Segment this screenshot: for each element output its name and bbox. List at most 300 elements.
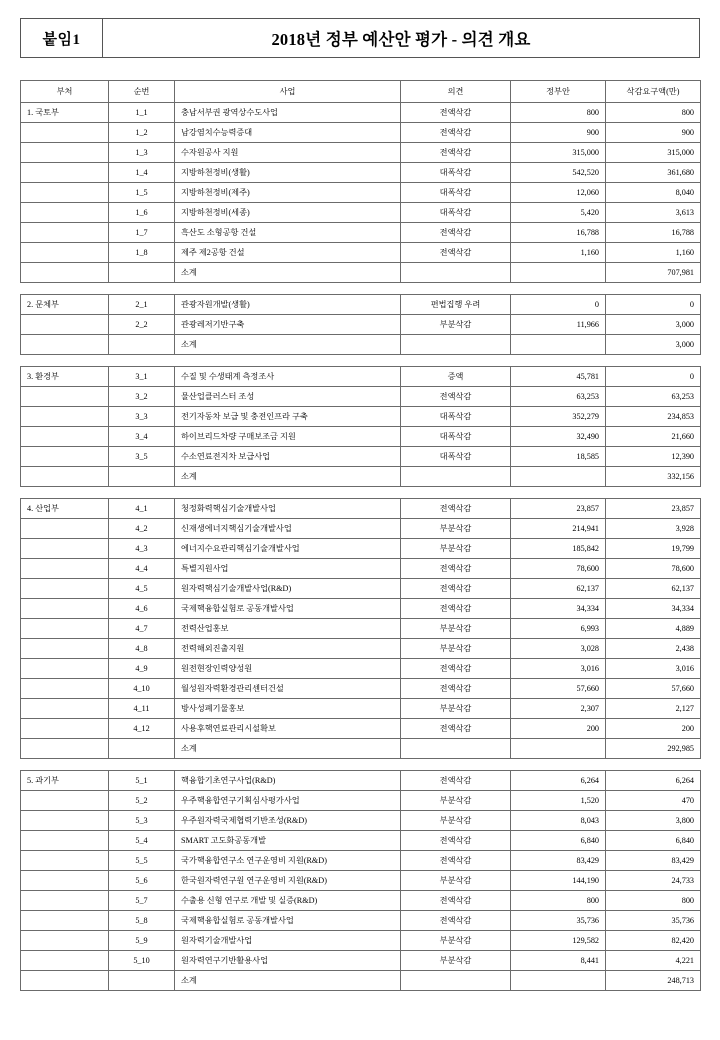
cell-subtotal-value: 292,985 <box>606 739 701 759</box>
cell-cut-request: 2,438 <box>606 639 701 659</box>
cell-gov-budget: 1,160 <box>511 243 606 263</box>
cell-dept <box>21 243 109 263</box>
cell-opinion: 전액삭감 <box>401 123 511 143</box>
table-row <box>21 911 701 931</box>
cell-subtotal-value: 707,981 <box>606 263 701 283</box>
cell-opinion: 전액삭감 <box>401 831 511 851</box>
cell-subtotal-label: 소계 <box>175 971 401 991</box>
cell-project: 신재생에너지핵심기술개발사업 <box>175 519 401 539</box>
cell-gov-budget: 6,840 <box>511 831 606 851</box>
cell-cut-request: 0 <box>606 295 701 315</box>
cell-dept: 1. 국토부 <box>21 103 109 123</box>
cell-no: 3_2 <box>109 387 175 407</box>
cell-no: 4_1 <box>109 499 175 519</box>
cell-gov-budget: 352,279 <box>511 407 606 427</box>
cell-opinion: 부분삭감 <box>401 931 511 951</box>
cell-dept: 3. 환경부 <box>21 367 109 387</box>
cell-project: 핵융합기초연구사업(R&D) <box>175 771 401 791</box>
cell-project: 청정화력핵심기술개발사업 <box>175 499 401 519</box>
page-title: 2018년 정부 예산안 평가 - 의견 개요 <box>271 30 531 49</box>
cell-no: 5_3 <box>109 811 175 831</box>
cell-opinion <box>401 739 511 759</box>
table-row <box>21 103 701 123</box>
cell-cut-request: 800 <box>606 891 701 911</box>
cell-gov-budget: 185,842 <box>511 539 606 559</box>
cell-gov-budget: 129,582 <box>511 931 606 951</box>
cell-gov-budget: 0 <box>511 295 606 315</box>
column-header-project: 사업 <box>175 81 401 103</box>
cell-subtotal-value: 332,156 <box>606 467 701 487</box>
table-row <box>21 447 701 467</box>
cell-opinion: 부분삭감 <box>401 619 511 639</box>
table-row <box>21 599 701 619</box>
cell-dept <box>21 579 109 599</box>
cell-dept <box>21 263 109 283</box>
cell-opinion: 전액삭감 <box>401 851 511 871</box>
cell-cut-request: 900 <box>606 123 701 143</box>
cell-gov-budget: 200 <box>511 719 606 739</box>
cell-dept <box>21 891 109 911</box>
column-header-gov-budget: 정부안 <box>511 81 606 103</box>
cell-cut-request: 3,800 <box>606 811 701 831</box>
table-row <box>21 771 701 791</box>
cell-subtotal-value: 248,713 <box>606 971 701 991</box>
cell-project: 전력해외진출지원 <box>175 639 401 659</box>
cell-project: 지방하천정비(생활) <box>175 163 401 183</box>
cell-project: 원자력기술개발사업 <box>175 931 401 951</box>
cell-dept <box>21 387 109 407</box>
cell-gov-budget: 315,000 <box>511 143 606 163</box>
table-row <box>21 791 701 811</box>
table-row-subtotal <box>21 467 701 487</box>
cell-opinion: 대폭삭감 <box>401 203 511 223</box>
cell-gov-budget: 18,585 <box>511 447 606 467</box>
cell-subtotal-label: 소계 <box>175 263 401 283</box>
cell-dept <box>21 315 109 335</box>
cell-gov-budget: 83,429 <box>511 851 606 871</box>
cell-project: 사용후핵연료관리시설확보 <box>175 719 401 739</box>
cell-opinion <box>401 971 511 991</box>
cell-no: 4_11 <box>109 699 175 719</box>
cell-project: 충남서부권 광역상수도사업 <box>175 103 401 123</box>
cell-dept <box>21 971 109 991</box>
cell-opinion: 부분삭감 <box>401 811 511 831</box>
cell-dept <box>21 203 109 223</box>
table-row <box>21 579 701 599</box>
section-spacer <box>21 759 701 771</box>
cell-gov-budget: 900 <box>511 123 606 143</box>
cell-cut-request: 6,264 <box>606 771 701 791</box>
table-row <box>21 891 701 911</box>
cell-dept <box>21 619 109 639</box>
cell-dept <box>21 871 109 891</box>
cell-gov-budget: 2,307 <box>511 699 606 719</box>
cell-cut-request: 361,680 <box>606 163 701 183</box>
table-row <box>21 123 701 143</box>
cell-opinion: 부분삭감 <box>401 315 511 335</box>
cell-gov-budget: 1,520 <box>511 791 606 811</box>
cell-dept <box>21 659 109 679</box>
cell-opinion: 전액삭감 <box>401 243 511 263</box>
cell-project: SMART 고도화공동개발 <box>175 831 401 851</box>
cell-gov-budget: 34,334 <box>511 599 606 619</box>
cell-opinion: 전액삭감 <box>401 499 511 519</box>
cell-dept <box>21 739 109 759</box>
cell-dept: 2. 문체부 <box>21 295 109 315</box>
cell-no <box>109 335 175 355</box>
cell-dept <box>21 559 109 579</box>
cell-project: 수소연료전지차 보급사업 <box>175 447 401 467</box>
cell-no <box>109 467 175 487</box>
cell-cut-request: 35,736 <box>606 911 701 931</box>
table-row <box>21 427 701 447</box>
cell-project: 제주 제2공항 건설 <box>175 243 401 263</box>
section-spacer-cell <box>21 487 701 499</box>
cell-cut-request: 4,221 <box>606 951 701 971</box>
cell-cut-request: 470 <box>606 791 701 811</box>
cell-dept: 4. 산업부 <box>21 499 109 519</box>
cell-opinion: 전액삭감 <box>401 599 511 619</box>
cell-subtotal-label: 소계 <box>175 467 401 487</box>
cell-project: 에너지수요관리핵심기술개발사업 <box>175 539 401 559</box>
cell-opinion: 부분삭감 <box>401 791 511 811</box>
cell-dept <box>21 163 109 183</box>
cell-project: 지방하천정비(세종) <box>175 203 401 223</box>
cell-no: 5_8 <box>109 911 175 931</box>
cell-no: 4_9 <box>109 659 175 679</box>
table-row <box>21 519 701 539</box>
cell-dept <box>21 223 109 243</box>
cell-gov-budget: 63,253 <box>511 387 606 407</box>
cell-dept <box>21 519 109 539</box>
cell-dept <box>21 599 109 619</box>
cell-opinion: 전액삭감 <box>401 223 511 243</box>
cell-no: 3_4 <box>109 427 175 447</box>
cell-gov-budget: 800 <box>511 891 606 911</box>
table-row <box>21 619 701 639</box>
cell-no: 4_12 <box>109 719 175 739</box>
table-body <box>21 103 701 991</box>
cell-no: 4_8 <box>109 639 175 659</box>
cell-cut-request: 24,733 <box>606 871 701 891</box>
cell-project: 특별지원사업 <box>175 559 401 579</box>
cell-project: 방사성폐기물홍보 <box>175 699 401 719</box>
cell-cut-request: 8,040 <box>606 183 701 203</box>
cell-gov-budget: 800 <box>511 103 606 123</box>
cell-opinion: 부분삭감 <box>401 951 511 971</box>
table-row-subtotal <box>21 335 701 355</box>
cell-opinion: 전액삭감 <box>401 143 511 163</box>
cell-opinion: 전액삭감 <box>401 559 511 579</box>
cell-opinion <box>401 335 511 355</box>
cell-gov-budget <box>511 971 606 991</box>
table-row <box>21 315 701 335</box>
cell-project: 국가핵융합연구소 연구운영비 지원(R&D) <box>175 851 401 871</box>
cell-dept: 5. 과기부 <box>21 771 109 791</box>
cell-gov-budget <box>511 263 606 283</box>
cell-dept <box>21 639 109 659</box>
cell-project: 원자력핵심기술개발사업(R&D) <box>175 579 401 599</box>
cell-cut-request: 200 <box>606 719 701 739</box>
cell-gov-budget <box>511 335 606 355</box>
section-spacer-cell <box>21 355 701 367</box>
cell-gov-budget: 542,520 <box>511 163 606 183</box>
cell-opinion: 전액삭감 <box>401 679 511 699</box>
cell-no: 4_4 <box>109 559 175 579</box>
table-row <box>21 539 701 559</box>
table-row <box>21 851 701 871</box>
column-header-opinion: 의견 <box>401 81 511 103</box>
cell-no: 5_7 <box>109 891 175 911</box>
cell-no: 4_6 <box>109 599 175 619</box>
table-row <box>21 831 701 851</box>
table-header <box>21 81 701 103</box>
cell-subtotal-label: 소계 <box>175 335 401 355</box>
cell-dept <box>21 911 109 931</box>
cell-project: 수출용 신형 연구로 개발 및 실증(R&D) <box>175 891 401 911</box>
cell-no: 3_5 <box>109 447 175 467</box>
cell-project: 원자력연구기반활용사업 <box>175 951 401 971</box>
cell-no: 5_9 <box>109 931 175 951</box>
table-row-subtotal <box>21 739 701 759</box>
cell-cut-request: 62,137 <box>606 579 701 599</box>
cell-project: 하이브리드차량 구매보조금 지원 <box>175 427 401 447</box>
cell-gov-budget: 62,137 <box>511 579 606 599</box>
table-row <box>21 931 701 951</box>
cell-cut-request: 83,429 <box>606 851 701 871</box>
cell-gov-budget: 214,941 <box>511 519 606 539</box>
cell-gov-budget: 3,016 <box>511 659 606 679</box>
cell-cut-request: 63,253 <box>606 387 701 407</box>
cell-no: 1_4 <box>109 163 175 183</box>
cell-project: 남강염치수능력증대 <box>175 123 401 143</box>
cell-opinion: 전액삭감 <box>401 659 511 679</box>
column-header-cut-request: 삭감요구액(만) <box>606 81 701 103</box>
table-row <box>21 951 701 971</box>
cell-no <box>109 739 175 759</box>
cell-dept <box>21 791 109 811</box>
cell-project: 관광레저기반구축 <box>175 315 401 335</box>
cell-dept <box>21 335 109 355</box>
table-row <box>21 811 701 831</box>
cell-dept <box>21 539 109 559</box>
cell-opinion: 편법집행 우려 <box>401 295 511 315</box>
cell-no: 3_3 <box>109 407 175 427</box>
table-row <box>21 871 701 891</box>
cell-cut-request: 2,127 <box>606 699 701 719</box>
table-row <box>21 223 701 243</box>
table-row <box>21 367 701 387</box>
cell-project: 수질 및 수생태계 측정조사 <box>175 367 401 387</box>
cell-dept <box>21 467 109 487</box>
cell-no: 1_2 <box>109 123 175 143</box>
cell-no: 5_6 <box>109 871 175 891</box>
cell-no <box>109 263 175 283</box>
cell-no: 2_1 <box>109 295 175 315</box>
cell-dept <box>21 931 109 951</box>
cell-opinion: 전액삭감 <box>401 103 511 123</box>
cell-gov-budget <box>511 739 606 759</box>
cell-project: 지방하천정비(제주) <box>175 183 401 203</box>
cell-opinion: 전액삭감 <box>401 387 511 407</box>
cell-no: 5_4 <box>109 831 175 851</box>
cell-project: 관광자원개발(생활) <box>175 295 401 315</box>
cell-no: 2_2 <box>109 315 175 335</box>
table-row <box>21 699 701 719</box>
cell-no: 4_7 <box>109 619 175 639</box>
cell-cut-request: 315,000 <box>606 143 701 163</box>
column-header-dept: 부처 <box>21 81 109 103</box>
cell-opinion <box>401 467 511 487</box>
table-row <box>21 163 701 183</box>
cell-gov-budget: 32,490 <box>511 427 606 447</box>
cell-subtotal-value: 3,000 <box>606 335 701 355</box>
header-row <box>21 81 701 103</box>
cell-dept <box>21 699 109 719</box>
cell-subtotal-label: 소계 <box>175 739 401 759</box>
cell-no: 5_10 <box>109 951 175 971</box>
cell-cut-request: 16,788 <box>606 223 701 243</box>
cell-dept <box>21 123 109 143</box>
cell-opinion: 전액삭감 <box>401 771 511 791</box>
cell-opinion: 전액삭감 <box>401 719 511 739</box>
cell-cut-request: 19,799 <box>606 539 701 559</box>
cell-dept <box>21 831 109 851</box>
budget-table <box>20 80 701 991</box>
cell-project: 전기자동차 보급 및 충전인프라 구축 <box>175 407 401 427</box>
cell-gov-budget: 144,190 <box>511 871 606 891</box>
cell-project: 흑산도 소형공항 건설 <box>175 223 401 243</box>
cell-opinion: 대폭삭감 <box>401 407 511 427</box>
cell-gov-budget: 5,420 <box>511 203 606 223</box>
cell-cut-request: 1,160 <box>606 243 701 263</box>
cell-gov-budget: 6,264 <box>511 771 606 791</box>
cell-cut-request: 78,600 <box>606 559 701 579</box>
cell-opinion: 부분삭감 <box>401 639 511 659</box>
table-row-subtotal <box>21 263 701 283</box>
cell-gov-budget: 23,857 <box>511 499 606 519</box>
cell-dept <box>21 183 109 203</box>
cell-gov-budget: 3,028 <box>511 639 606 659</box>
cell-no: 5_1 <box>109 771 175 791</box>
cell-opinion <box>401 263 511 283</box>
cell-cut-request: 800 <box>606 103 701 123</box>
section-spacer <box>21 487 701 499</box>
cell-no: 1_3 <box>109 143 175 163</box>
cell-opinion: 전액삭감 <box>401 911 511 931</box>
cell-cut-request: 21,660 <box>606 427 701 447</box>
cell-dept <box>21 407 109 427</box>
cell-dept <box>21 143 109 163</box>
table-row <box>21 659 701 679</box>
table-row <box>21 387 701 407</box>
cell-project: 국제핵융합실험로 공동개발사업 <box>175 599 401 619</box>
table-row <box>21 559 701 579</box>
cell-project: 우주핵융합연구기획심사평가사업 <box>175 791 401 811</box>
cell-no: 3_1 <box>109 367 175 387</box>
table-row <box>21 407 701 427</box>
section-spacer <box>21 355 701 367</box>
cell-no <box>109 971 175 991</box>
cell-project: 국제핵융합실험로 공동개발사업 <box>175 911 401 931</box>
cell-project: 물산업클러스터 조성 <box>175 387 401 407</box>
section-spacer-cell <box>21 283 701 295</box>
cell-opinion: 부분삭감 <box>401 871 511 891</box>
cell-gov-budget: 6,993 <box>511 619 606 639</box>
cell-cut-request: 6,840 <box>606 831 701 851</box>
cell-gov-budget: 16,788 <box>511 223 606 243</box>
table-row <box>21 719 701 739</box>
cell-no: 4_5 <box>109 579 175 599</box>
table-row <box>21 183 701 203</box>
table-row <box>21 143 701 163</box>
cell-dept <box>21 851 109 871</box>
cell-cut-request: 4,889 <box>606 619 701 639</box>
cell-dept <box>21 447 109 467</box>
cell-opinion: 전액삭감 <box>401 579 511 599</box>
cell-no: 4_3 <box>109 539 175 559</box>
cell-cut-request: 234,853 <box>606 407 701 427</box>
cell-dept <box>21 679 109 699</box>
cell-gov-budget <box>511 467 606 487</box>
section-spacer <box>21 283 701 295</box>
cell-opinion: 부분삭감 <box>401 699 511 719</box>
cell-dept <box>21 951 109 971</box>
cell-project: 원전현장인력양성원 <box>175 659 401 679</box>
cell-dept <box>21 811 109 831</box>
cell-gov-budget: 8,043 <box>511 811 606 831</box>
attachment-tag: 붙임1 <box>21 19 103 57</box>
cell-opinion: 전액삭감 <box>401 891 511 911</box>
cell-opinion: 증액 <box>401 367 511 387</box>
cell-opinion: 대폭삭감 <box>401 447 511 467</box>
cell-cut-request: 34,334 <box>606 599 701 619</box>
cell-cut-request: 57,660 <box>606 679 701 699</box>
table-row <box>21 499 701 519</box>
cell-no: 1_5 <box>109 183 175 203</box>
cell-cut-request: 0 <box>606 367 701 387</box>
cell-gov-budget: 78,600 <box>511 559 606 579</box>
cell-opinion: 부분삭감 <box>401 519 511 539</box>
cell-no: 1_6 <box>109 203 175 223</box>
cell-cut-request: 3,000 <box>606 315 701 335</box>
cell-no: 1_8 <box>109 243 175 263</box>
cell-project: 한국원자력연구원 연구운영비 지원(R&D) <box>175 871 401 891</box>
section-spacer-cell <box>21 759 701 771</box>
cell-project: 월성원자력환경관리센터건설 <box>175 679 401 699</box>
cell-opinion: 부분삭감 <box>401 539 511 559</box>
cell-opinion: 대폭삭감 <box>401 183 511 203</box>
cell-cut-request: 23,857 <box>606 499 701 519</box>
cell-project: 우주원자력국제협력기반조성(R&D) <box>175 811 401 831</box>
cell-cut-request: 12,390 <box>606 447 701 467</box>
cell-gov-budget: 45,781 <box>511 367 606 387</box>
cell-gov-budget: 8,441 <box>511 951 606 971</box>
cell-no: 1_7 <box>109 223 175 243</box>
table-row <box>21 295 701 315</box>
cell-dept <box>21 719 109 739</box>
cell-opinion: 대폭삭감 <box>401 163 511 183</box>
cell-project: 전력산업홍보 <box>175 619 401 639</box>
cell-cut-request: 3,613 <box>606 203 701 223</box>
table-row <box>21 639 701 659</box>
cell-no: 1_1 <box>109 103 175 123</box>
cell-no: 4_10 <box>109 679 175 699</box>
table-row <box>21 243 701 263</box>
table-row <box>21 679 701 699</box>
table-row-subtotal <box>21 971 701 991</box>
cell-cut-request: 82,420 <box>606 931 701 951</box>
